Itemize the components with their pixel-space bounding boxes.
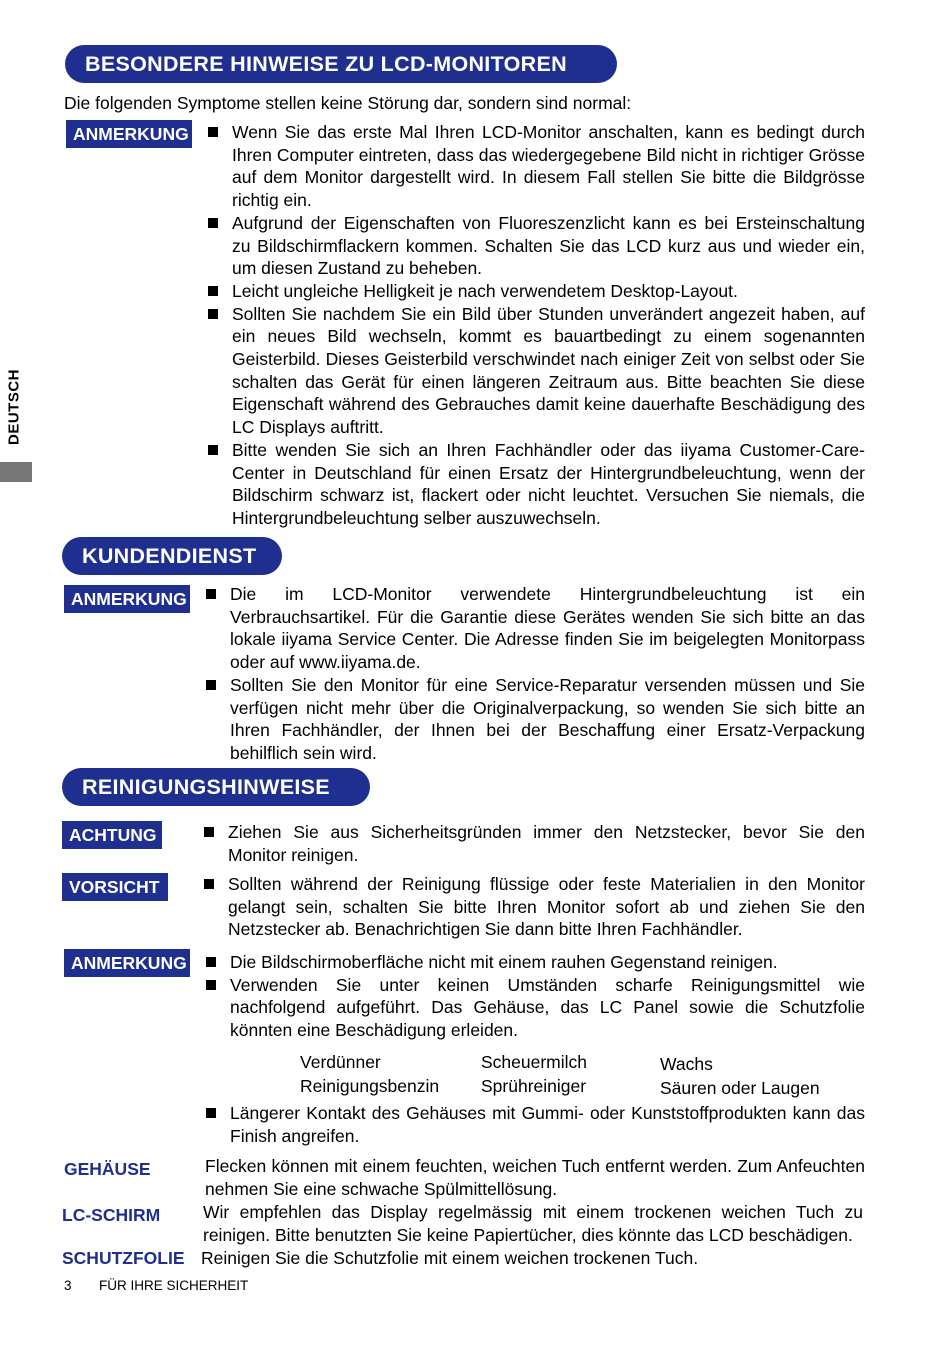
note-tag-service: ANMERKUNG bbox=[64, 585, 190, 613]
contact-bullet-list bbox=[230, 1102, 865, 1147]
intro-text: Die folgenden Symptome stellen keine Störung dar, sondern sind normal: bbox=[64, 93, 632, 113]
desc-housing: Flecken können mit einem feuchten, weichen Tuch entfernt werden. Zum Anfeuchten nehmen Sie eine schwache Spülmittellösung. bbox=[205, 1156, 865, 1199]
list-item: Leicht ungleiche Helligkeit je nach verwendetem Desktop-Layout. bbox=[232, 280, 865, 303]
agent-column-3 bbox=[660, 1052, 820, 1100]
page-footer bbox=[64, 1278, 248, 1293]
warning-tag: VORSICHT bbox=[62, 873, 168, 901]
page-number: 3 bbox=[64, 1278, 72, 1293]
side-tab-label: DEUTSCH bbox=[5, 368, 23, 446]
agent-item: Säuren oder Laugen bbox=[660, 1078, 820, 1098]
side-tab-bar bbox=[0, 462, 32, 482]
warning-list bbox=[228, 873, 865, 941]
caution-list bbox=[228, 821, 865, 866]
list-item: Sollten Sie den Monitor für eine Service-Reparatur versenden müssen und Sie verfügen nicht mehr über die Originalverpackung, so wenden Sie sich bitte an Ihren Fachhändler, der Ihnen bei der Beschaffung einer Ersatz-Verpackung behilflich sein wird. bbox=[230, 674, 865, 763]
cleaning-note-list bbox=[230, 951, 865, 1042]
desc-protective-film: Reinigen Sie die Schutzfolie mit einem weichen trockenen Tuch. bbox=[201, 1248, 699, 1268]
agent-column-1 bbox=[300, 1050, 439, 1098]
list-item: Sollten Sie nachdem Sie ein Bild über Stunden unverändert angezeit haben, auf ein neues Bild wechseln, kommt es bauartbedingt zu einem sogenannten Geisterbild. Dieses Geisterbild verschwindet nach einiger Zeit von selbst oder Sie schalten das Gerät für einen längeren Zeitraum aus. Bitte beachten Sie diese Eigenschaft während des Gebrauches damit keine dauerhafte Beschädigung des LC Displays auftritt. bbox=[232, 303, 865, 438]
term-housing: GEHÄUSE bbox=[64, 1159, 151, 1179]
section-title-lcd: BESONDERE HINWEISE ZU LCD-MONITOREN bbox=[65, 45, 617, 83]
agent-item: Sprühreiniger bbox=[481, 1076, 587, 1096]
list-item: Die Bildschirmoberfläche nicht mit einem rauhen Gegenstand reinigen. bbox=[230, 951, 865, 974]
side-language-tab bbox=[0, 362, 32, 482]
agent-item: Reinigungsbenzin bbox=[300, 1076, 440, 1096]
term-protective-film: SCHUTZFOLIE bbox=[62, 1248, 185, 1268]
desc-lc-screen: Wir empfehlen das Display regelmässig mit einem trockenen weichen Tuch zu reinigen. Bitte benutzten Sie keine Papiertücher, dies könnte das LCD beschädigen. bbox=[203, 1202, 863, 1245]
term-lc-screen: LC-SCHIRM bbox=[62, 1205, 161, 1225]
agent-item: Wachs bbox=[660, 1054, 713, 1074]
agent-item: Scheuermilch bbox=[481, 1052, 588, 1072]
lcd-bullet-list bbox=[232, 121, 865, 530]
agent-column-2 bbox=[481, 1050, 587, 1098]
section-title-cleaning: REINIGUNGSHINWEISE bbox=[62, 768, 370, 806]
section-title-service: KUNDENDIENST bbox=[62, 537, 282, 575]
list-item: Längerer Kontakt des Gehäuses mit Gummi- oder Kunststoffprodukten kann das Finish angreifen. bbox=[230, 1103, 865, 1146]
list-item: Verwenden Sie unter keinen Umständen scharfe Reinigungsmittel wie nachfolgend aufgeführt. Das Gehäuse, das LC Panel sowie die Schutzfolie könnten eine Beschädigung erleiden. bbox=[230, 974, 865, 1041]
footer-text: FÜR IHRE SICHERHEIT bbox=[99, 1278, 249, 1293]
note-tag-cleaning: ANMERKUNG bbox=[64, 949, 190, 977]
list-item: Sollten während der Reinigung flüssige oder feste Materialien in den Monitor gelangt sein, schalten Sie bitte Ihren Monitor sofort ab und ziehen Sie den Netzstecker ab. Benachrichtigen Sie dann bitte Ihren Fachhändler. bbox=[228, 874, 865, 940]
list-item: Wenn Sie das erste Mal Ihren LCD-Monitor anschalten, kann es bedingt durch Ihren Computer eintreten, dass das wiedergegebene Bild nicht in richtiger Grösse auf dem Monitor dargestellt wird. In diesem Fall stellen Sie bitte die Bildgrösse richtig ein. bbox=[232, 122, 865, 211]
list-item: Die im LCD-Monitor verwendete Hintergrundbeleuchtung ist ein Verbrauchsartikel. Für die Garantie diese Gerätes wenden Sie sich bitte an das lokale iiyama Service Center. Die Adresse finden Sie im beigelegten Monitorpass oder auf www.iiyama.de. bbox=[230, 584, 865, 673]
list-item: Bitte wenden Sie sich an Ihren Fachhändler oder das iiyama Customer-Care-Center in Deutschland für einen Ersatz der Hintergrundbeleuchtung, wenn der Bildschirm schwarz ist, flackert oder nicht leuchtet. Versuchen Sie niemals, die Hintergrundbeleuchtung selber auszuwechseln. bbox=[232, 439, 865, 528]
service-bullet-list bbox=[230, 583, 865, 765]
list-item: Aufgrund der Eigenschaften von Fluoreszenzlicht kann es bei Ersteinschaltung zu Bildschirmflackern kommen. Schalten Sie das LCD kurz aus und wieder ein, um diesen Zustand zu beheben. bbox=[232, 212, 865, 279]
note-tag-lcd: ANMERKUNG bbox=[66, 120, 192, 148]
caution-tag: ACHTUNG bbox=[62, 821, 162, 849]
list-item: Ziehen Sie aus Sicherheitsgründen immer den Netzstecker, bevor Sie den Monitor reinigen. bbox=[228, 822, 865, 865]
agent-item: Verdünner bbox=[300, 1052, 381, 1072]
